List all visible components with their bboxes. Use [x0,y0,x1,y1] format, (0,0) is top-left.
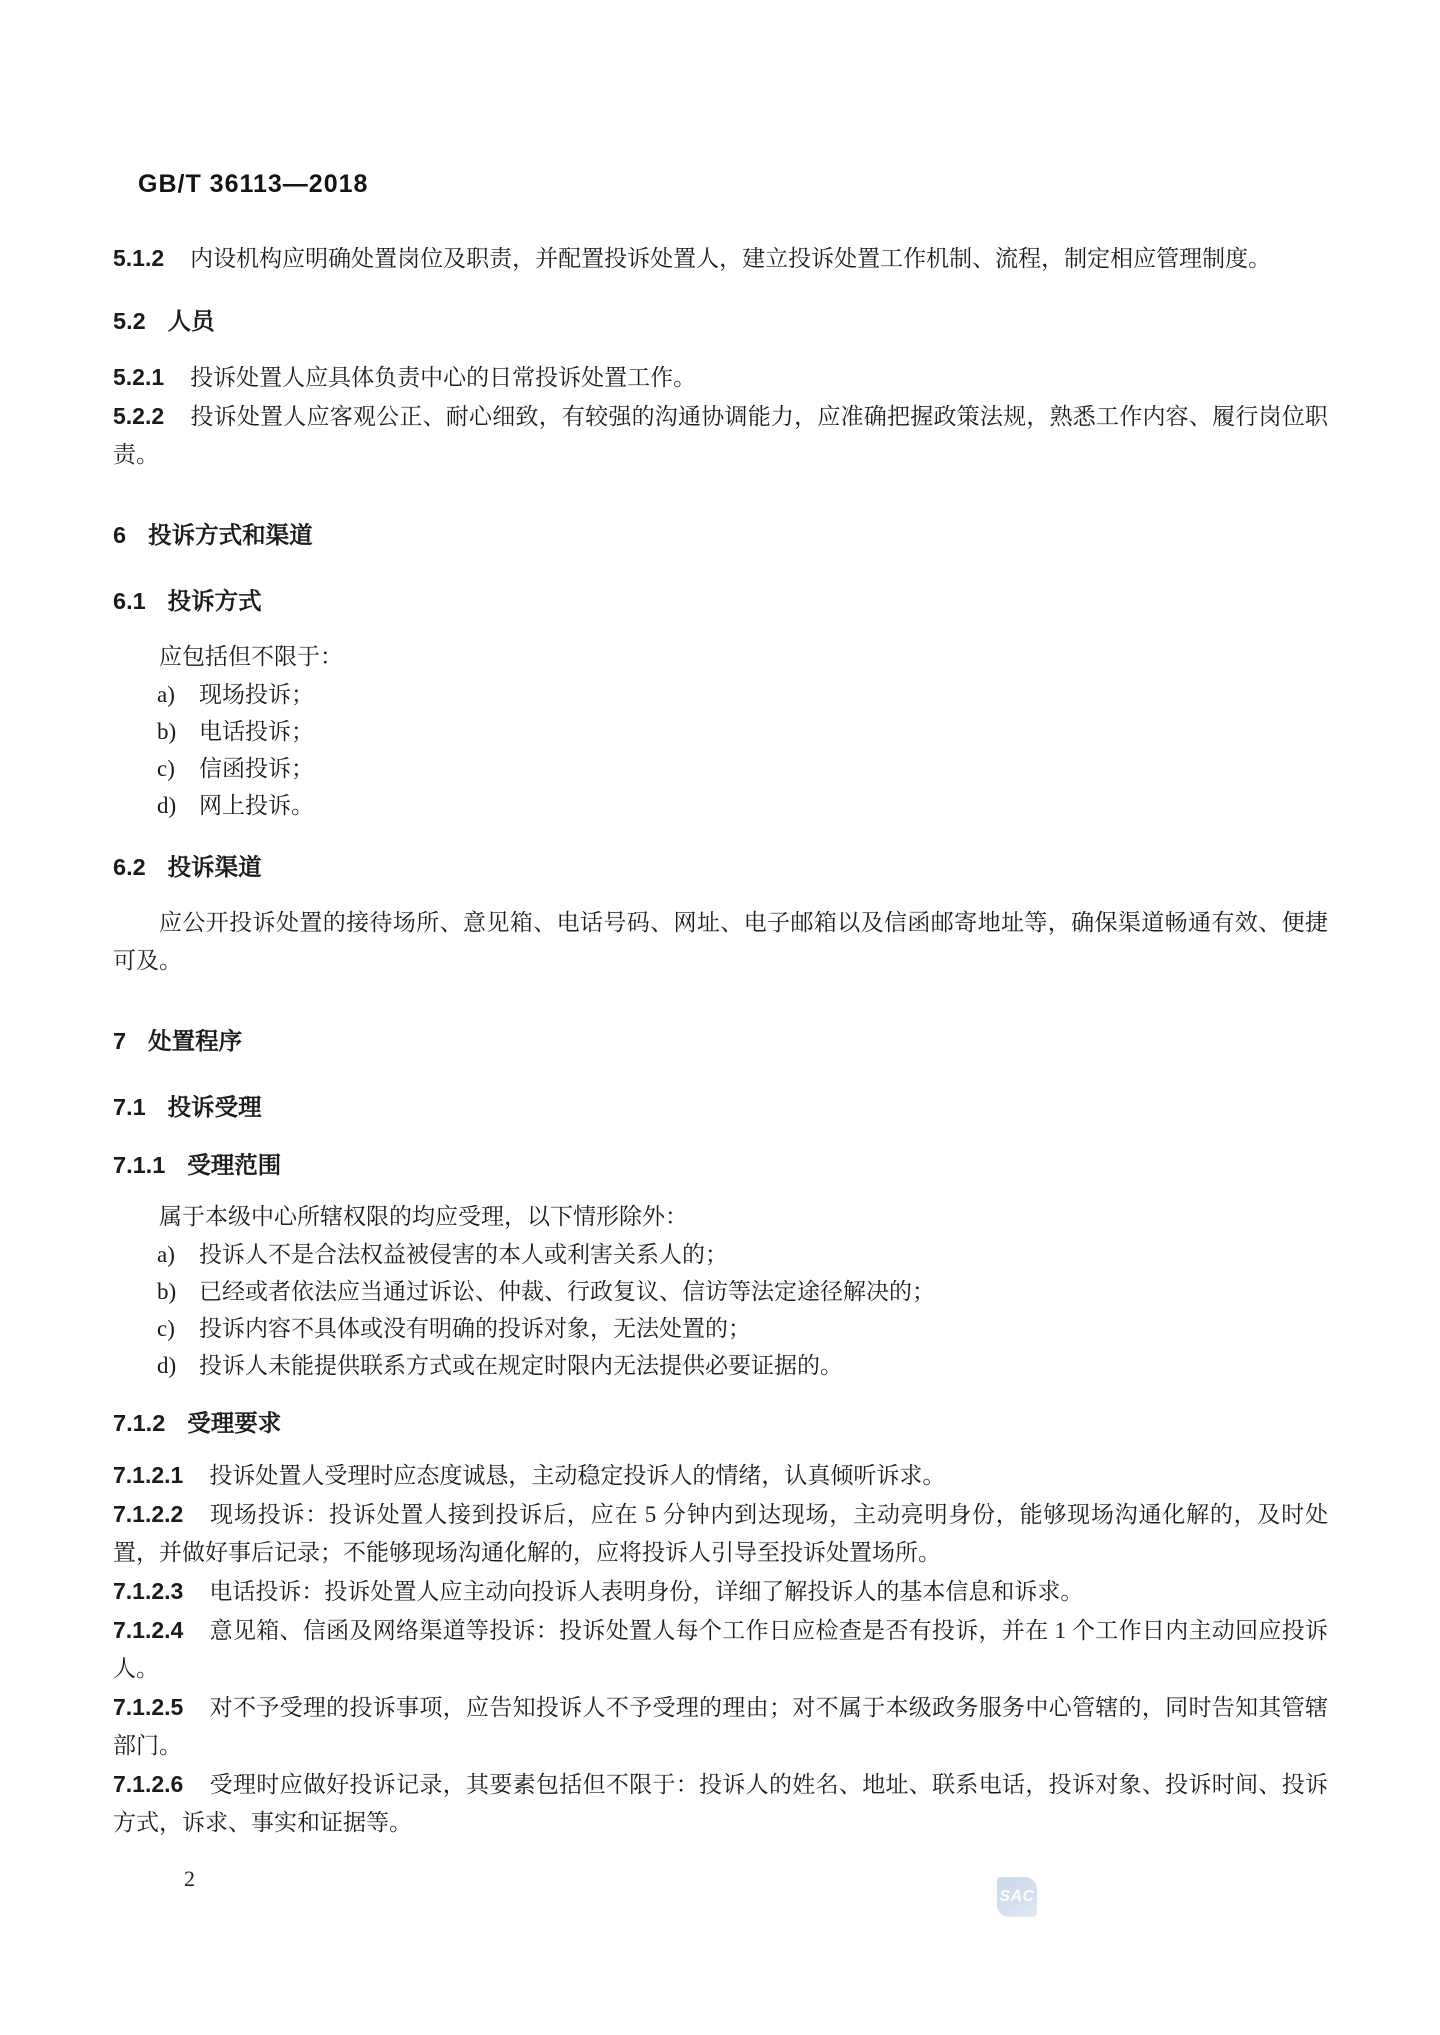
heading-5-2 [113,302,1328,340]
list-item [157,1347,1328,1384]
heading-number: 6 [113,522,127,548]
heading-title: 处置程序 [148,1028,243,1054]
clause-5-1-2 [113,239,1328,278]
list-item [157,1236,1328,1273]
clause-text: 现场投诉：投诉处置人接到投诉后，应在 5 分钟内到达现场，主动亮明身份，能够现场沟通化解的，及时处置，并做好事后记录；不能够现场沟通化解的，应将投诉人引导至投诉处置场所。 [113,1502,1328,1565]
heading-7 [113,1022,1328,1060]
list-item [157,750,1328,787]
heading-title: 受理要求 [187,1410,282,1436]
list-item [157,713,1328,750]
heading-6-2 [113,848,1328,886]
paragraph-6-1-intro: 应包括但不限于： [159,644,343,669]
clause-number: 5.2.1 [113,364,165,390]
sac-logo [997,1877,1037,1917]
list-6-1 [113,676,1328,824]
clause-7-1-2-2 [113,1495,1328,1572]
clause-text: 对不予受理的投诉事项，应告知投诉人不予受理的理由；对不属于本级政务服务中心管辖的，同时告知其管辖部门。 [113,1695,1328,1758]
clause-7-1-2-3 [113,1572,1328,1611]
clause-number: 7.1.2.1 [113,1462,184,1488]
heading-number: 7 [113,1028,127,1054]
list-item-label: d) [157,1353,177,1378]
list-item-label: b) [157,1279,177,1304]
list-item [157,1273,1328,1310]
heading-number: 7.1 [113,1094,146,1120]
clause-7-1-2-5 [113,1688,1328,1765]
list-item-text: 投诉人未能提供联系方式或在规定时限内无法提供必要证据的。 [199,1353,843,1378]
heading-title: 投诉方式和渠道 [148,522,313,548]
heading-number: 7.1.1 [113,1152,166,1178]
list-7-1-1 [113,1236,1328,1384]
heading-number: 6.2 [113,854,146,880]
heading-7-1-1 [113,1146,1328,1184]
clause-number: 5.2.2 [113,403,165,429]
list-item-label: c) [157,756,175,781]
list-item-label: c) [157,1316,175,1341]
list-item-text: 已经或者依法应当通过诉讼、仲裁、行政复议、信访等法定途径解决的； [199,1279,935,1304]
list-item [157,676,1328,713]
list-item-label: b) [157,719,177,744]
clause-text: 受理时应做好投诉记录，其要素包括但不限于：投诉人的姓名、地址、联系电话，投诉对象、投诉时间、投诉方式，诉求、事实和证据等。 [113,1772,1328,1835]
heading-7-1-2 [113,1404,1328,1442]
list-item-text: 现场投诉； [199,682,314,707]
clause-7-1-2-1 [113,1456,1328,1495]
heading-title: 人员 [167,308,215,334]
list-item-text: 信函投诉； [199,756,314,781]
list-item-text: 电话投诉； [199,719,314,744]
list-item-text: 投诉内容不具体或没有明确的投诉对象，无法处置的； [199,1316,751,1341]
clause-text: 内设机构应明确处置岗位及职责，并配置投诉处置人，建立投诉处置工作机制、流程，制定相应管理制度。 [190,246,1272,271]
heading-number: 5.2 [113,308,146,334]
list-item-label: a) [157,682,175,707]
clause-number: 7.1.2.2 [113,1501,184,1527]
clause-7-1-2-4 [113,1611,1328,1688]
list-item [157,1310,1328,1347]
heading-title: 投诉渠道 [167,854,262,880]
heading-title: 投诉方式 [167,588,262,614]
heading-7-1 [113,1088,1328,1126]
page-number: 2 [184,1866,195,1891]
heading-6 [113,516,1328,554]
clause-text: 投诉处置人受理时应态度诚恳，主动稳定投诉人的情绪，认真倾听诉求。 [209,1463,946,1488]
heading-number: 6.1 [113,588,146,614]
clause-number: 7.1.2.3 [113,1578,184,1604]
list-item-label: a) [157,1242,175,1267]
paragraph-7-1-1-intro: 属于本级中心所辖权限的均应受理，以下情形除外： [159,1204,688,1229]
clause-7-1-2-6 [113,1765,1328,1842]
heading-title: 受理范围 [187,1152,282,1178]
clause-number: 7.1.2.4 [113,1617,184,1643]
clause-text: 投诉处置人应具体负责中心的日常投诉处置工作。 [190,365,697,390]
list-item-label: d) [157,793,177,818]
standard-number: GB/T 36113—2018 [138,170,369,198]
heading-6-1 [113,582,1328,620]
list-item-text: 投诉人不是合法权益被侵害的本人或利害关系人的； [199,1242,728,1267]
sac-logo-text: SAC [999,1888,1035,1905]
clause-5-2-1 [113,358,1328,397]
clause-number: 5.1.2 [113,245,165,271]
clause-text: 投诉处置人应客观公正、耐心细致，有较强的沟通协调能力，应准确把握政策法规，熟悉工作内容、履行岗位职责。 [113,404,1328,467]
clause-text: 电话投诉：投诉处置人应主动向投诉人表明身份，详细了解投诉人的基本信息和诉求。 [209,1579,1084,1604]
list-item-text: 网上投诉。 [199,793,314,818]
clause-5-2-2 [113,397,1328,474]
clause-number: 7.1.2.5 [113,1694,184,1720]
document-body [113,239,1328,1842]
paragraph-6-2: 应公开投诉处置的接待场所、意见箱、电话号码、网址、电子邮箱以及信函邮寄地址等，确保渠道畅通有效、便捷可及。 [113,910,1328,973]
clause-number: 7.1.2.6 [113,1771,184,1797]
clause-text: 意见箱、信函及网络渠道等投诉：投诉处置人每个工作日应检查是否有投诉，并在 1 个工作日内主动回应投诉人。 [113,1618,1328,1681]
list-item [157,787,1328,824]
heading-title: 投诉受理 [167,1094,262,1120]
heading-number: 7.1.2 [113,1410,166,1436]
